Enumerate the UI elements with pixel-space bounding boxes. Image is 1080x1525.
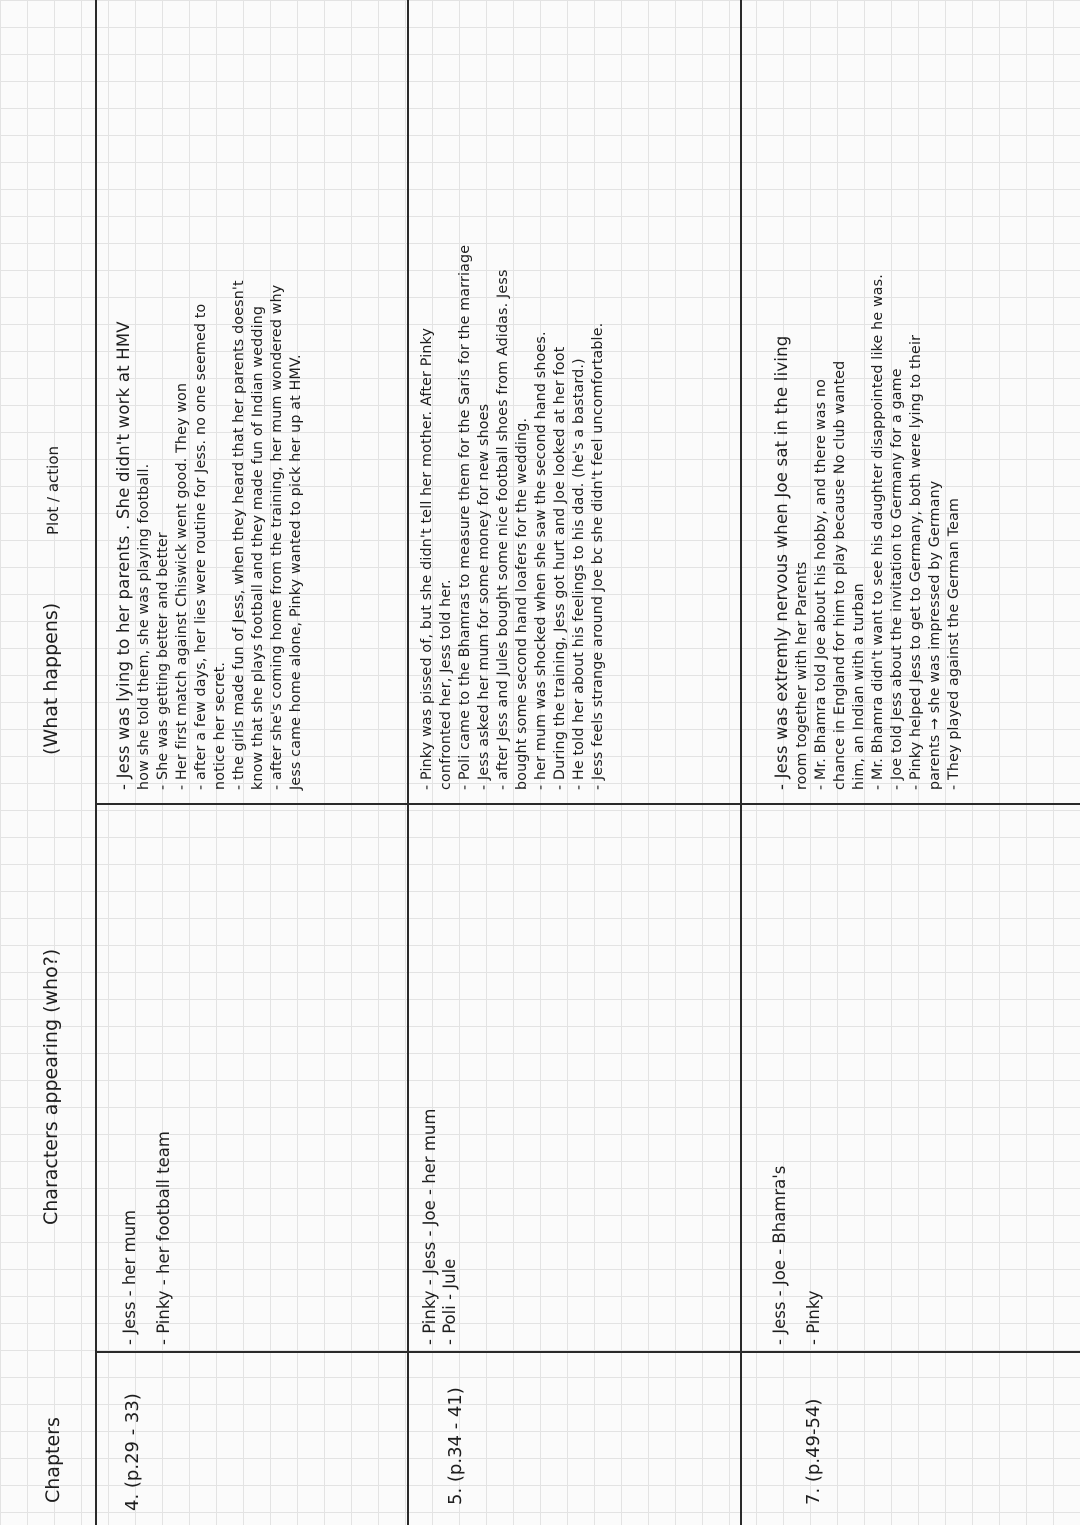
plot-cell: [770, 274, 964, 790]
row-divider-2: [740, 0, 742, 1525]
header-divider: [95, 0, 97, 1525]
plot-line: - Poli came to the Bhamras to measure them for the Saris for the marriage: [457, 244, 473, 790]
plot-line: parents → she was impressed by Germany: [927, 480, 943, 790]
plot-line: him, an Indian with a turban: [851, 583, 867, 790]
plot-line: - Jess was extremly nervous when Joe sat in the living: [772, 335, 791, 790]
plot-line: - Mr. Bhamra didn't want to see his daughter disappointed like he was.: [870, 274, 886, 790]
characters-cell: [770, 1166, 824, 1345]
plot-line: how she told them, she was playing football.: [136, 463, 152, 790]
character-line: - Pinky - Jess - Joe - her mum: [420, 1108, 439, 1345]
characters-cell: [420, 1109, 460, 1345]
plot-line: room together with her Parents: [794, 561, 810, 790]
chapter-label: 5. (p.34 - 41): [445, 1387, 466, 1505]
plot-line: chance in England for him to play because No club wanted: [832, 360, 848, 790]
plot-line: - Her first match against Chiswick went good. They won: [174, 382, 190, 790]
plot-line: notice her secret.: [212, 661, 228, 790]
header-characters: Characters appearing (who?): [40, 948, 62, 1225]
plot-line: bought some second hand loafers for the wedding.: [514, 417, 530, 790]
character-line: - Jess - Joe - Bhamra's: [770, 1165, 789, 1345]
plot-line: confronted her, Jess told her.: [438, 579, 454, 790]
plot-line: - Jess asked her mum for some money for new shoes: [476, 403, 492, 790]
plot-line: - Jess was lying to her parents . She didn't work at HMV: [114, 321, 133, 790]
chapter-label: 4. (p.29 - 33): [122, 1393, 143, 1511]
plot-line: - Pinky helped Jess to get to Germany, both were lying to their: [908, 334, 924, 790]
column-divider-1: [95, 1351, 1080, 1353]
plot-line: - He told her about his feelings to his dad. (he's a bastard.): [571, 358, 587, 790]
plot-line: know that she plays football and they made fun of Indian wedding: [250, 305, 266, 790]
plot-line: - During the training, Jess got hurt and Joe looked at her foot: [552, 346, 568, 790]
header-what-happens: (What happens): [40, 602, 62, 755]
character-line: - Jess - her mum: [120, 1209, 139, 1345]
plot-line: - after a few days, her lies were routine for Jess. no one seemed to: [193, 303, 209, 790]
character-line: - Pinky: [804, 1290, 823, 1345]
plot-line: - her mum was shocked when she saw the second hand shoes.: [533, 331, 549, 790]
plot-line: - after Jess and Jules bought some nice football shoes from Adidas. Jess: [495, 269, 511, 790]
plot-line: - Pinky was pissed of, but she didn't tell her mother. After Pinky: [419, 327, 435, 790]
characters-cell: [120, 1131, 174, 1345]
chapter-label: 7. (p.49-54): [803, 1398, 824, 1505]
plot-line: Jess came home alone, Pinky wanted to pick her up at HMV.: [288, 354, 304, 790]
plot-line: - Joe told Jess about the invitation to Germany for a game: [889, 368, 905, 790]
plot-cell: [418, 245, 608, 790]
plot-line: - after she's coming home from the training, her mum wondered why: [269, 284, 285, 790]
row-divider-1: [407, 0, 409, 1525]
plot-line: - Jess feels strange around Joe bc she didn't feel uncomfortable.: [590, 322, 606, 790]
column-divider-2: [95, 803, 1080, 805]
plot-line: - They played against the German Team: [946, 497, 962, 790]
plot-line: - She was getting better and better: [155, 532, 171, 790]
character-line: - Pinky - her football team: [154, 1131, 173, 1345]
plot-cell: [112, 280, 306, 790]
header-plot-action: Plot / action: [44, 445, 62, 535]
plot-line: - the girls made fun of Jess, when they heard that her parents doesn't: [231, 280, 247, 790]
header-chapters: Chapters: [42, 1417, 64, 1503]
plot-line: - Mr. Bhamra told Joe about his hobby, and there was no: [813, 379, 829, 790]
character-line: - Poli - Jule: [440, 1258, 459, 1345]
